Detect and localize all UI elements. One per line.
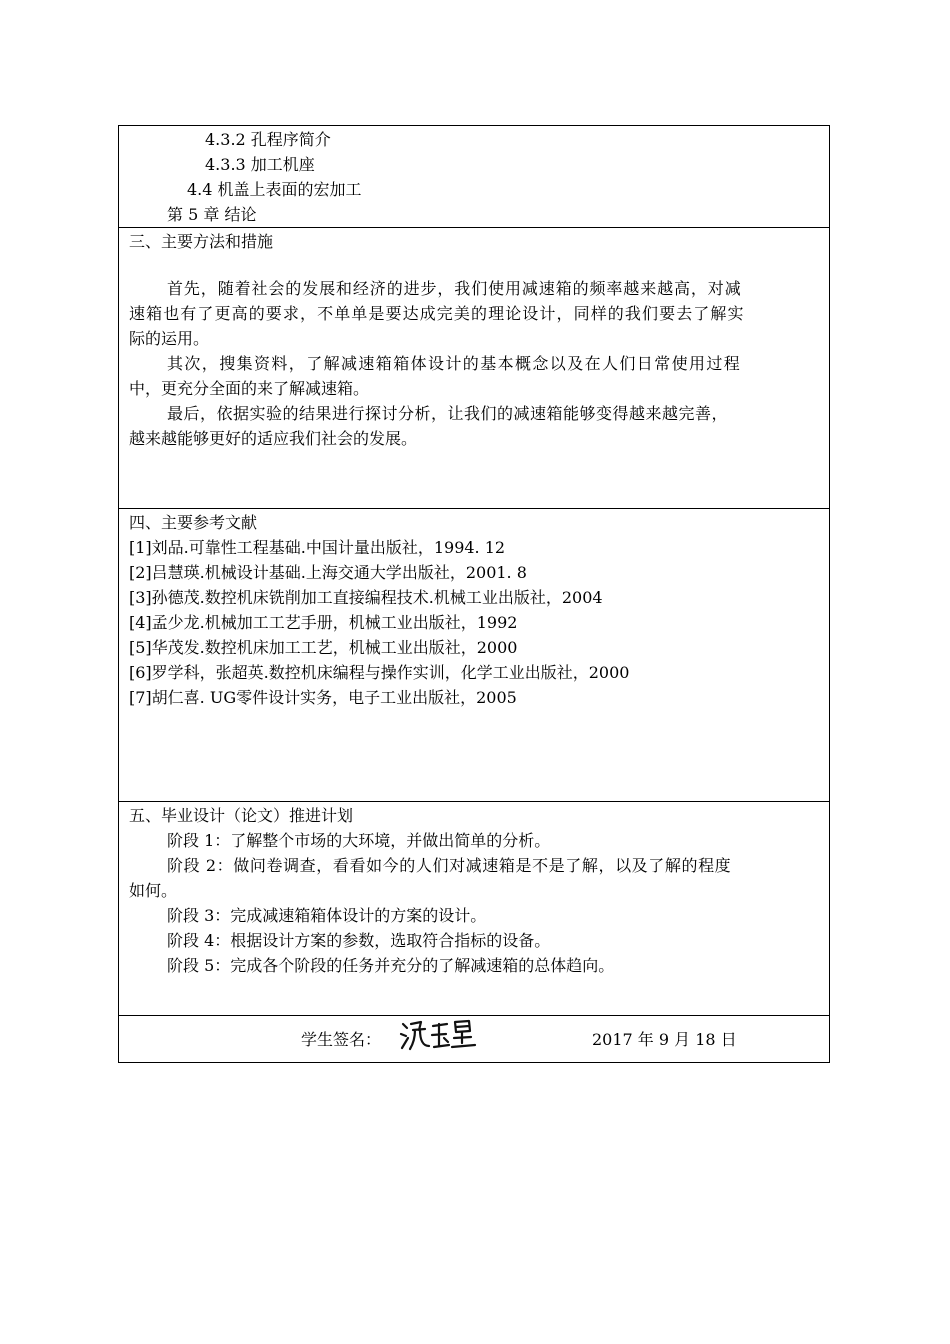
reference-item: [4]孟少龙.机械加工工艺手册，机械工业出版社，1992 — [129, 613, 518, 632]
section3-line: 越来越能够更好的适应我们社会的发展。 — [129, 429, 418, 448]
plan-line: 阶段 1：了解整个市场的大环境，并做出简单的分析。 — [167, 831, 551, 850]
reference-item: [2]吕慧瑛.机械设计基础.上海交通大学出版社，2001. 8 — [129, 563, 527, 582]
reference-item: [7]胡仁喜. UG零件设计实务，电子工业出版社，2005 — [129, 688, 517, 707]
signature-date: 2017 年 9 月 18 日 — [592, 1030, 737, 1049]
section4-heading: 四、主要参考文献 — [129, 513, 258, 532]
toc-line: 4.4 机盖上表面的宏加工 — [187, 180, 362, 199]
toc-line: 第 5 章 结论 — [167, 205, 257, 224]
plan-line: 如何。 — [129, 881, 178, 900]
reference-item: [3]孙德茂.数控机床铣削加工直接编程技术.机械工业出版社，2004 — [129, 588, 603, 607]
reference-item: [6]罗学科，张超英.数控机床编程与操作实训，化学工业出版社，2000 — [129, 663, 630, 682]
section3-line: 其次，搜集资料，了解减速箱箱体设计的基本概念以及在人们日常使用过程 — [167, 354, 742, 373]
section3-heading: 三、主要方法和措施 — [129, 232, 274, 251]
section3-line: 速箱也有了更高的要求，不单单是要达成完美的理论设计，同样的我们要去了解实 — [129, 304, 745, 323]
divider — [119, 508, 829, 509]
plan-line: 阶段 3：完成减速箱箱体设计的方案的设计。 — [167, 906, 487, 925]
section3-line: 中，更充分全面的来了解减速箱。 — [129, 379, 370, 398]
divider — [119, 801, 829, 802]
signature-label: 学生签名： — [301, 1030, 382, 1049]
proposal-table — [118, 125, 830, 1063]
reference-item: [1]刘品.可靠性工程基础.中国计量出版社，1994. 12 — [129, 538, 506, 557]
signature-row — [119, 1016, 829, 1064]
section5-heading: 五、毕业设计（论文）推进计划 — [129, 806, 354, 825]
section3-line: 首先，随着社会的发展和经济的进步，我们使用减速箱的频率越来越高，对减 — [167, 279, 742, 298]
section3-line: 际的运用。 — [129, 329, 210, 348]
toc-line: 4.3.2 孔程序简介 — [205, 130, 331, 149]
divider — [119, 227, 829, 228]
toc-line: 4.3.3 加工机座 — [205, 155, 315, 174]
plan-line: 阶段 4：根据设计方案的参数，选取符合指标的设备。 — [167, 931, 551, 950]
plan-line: 阶段 2：做问卷调查，看看如今的人们对减速箱是不是了解，以及了解的程度 — [167, 856, 732, 875]
plan-line: 阶段 5：完成各个阶段的任务并充分的了解减速箱的总体趋向。 — [167, 956, 615, 975]
handwritten-signature — [399, 1016, 479, 1056]
section3-line: 最后，依据实验的结果进行探讨分析，让我们的减速箱能够变得越来越完善， — [167, 404, 729, 423]
reference-item: [5]华茂发.数控机床加工工艺，机械工业出版社，2000 — [129, 638, 518, 657]
